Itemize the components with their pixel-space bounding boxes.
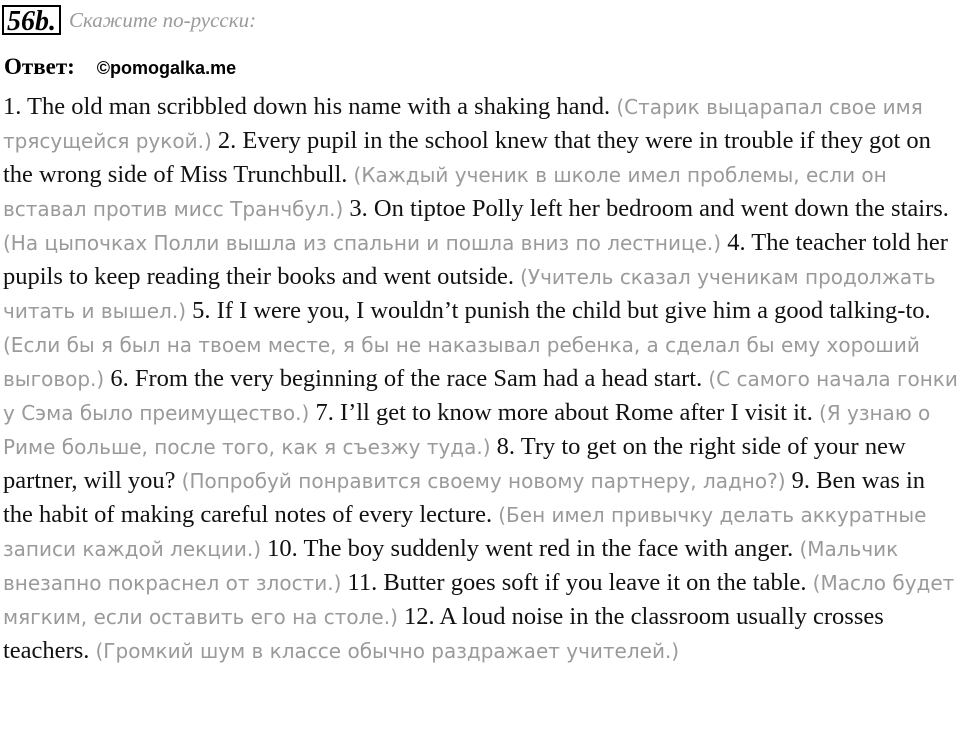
- item-english: 12. A loud noise in the classroom usually crosses teachers.: [3, 603, 884, 664]
- answer-label: Ответ:: [4, 54, 75, 79]
- item-english: 11. Butter goes soft if you leave it on the table.: [347, 569, 807, 596]
- item-english: 8. Try to get on the right side of your new partner, will you?: [3, 433, 906, 494]
- item-russian: (Я узнаю о Риме больше, после того, как я съезжу туда.): [3, 401, 931, 459]
- item-russian: (На цыпочках Полли вышла из спальни и пошла вниз по лестнице.): [3, 231, 722, 255]
- item-english: 3. On tiptoe Polly left her bedroom and went down the stairs.: [349, 195, 949, 222]
- item-russian: (Громкий шум в классе обычно раздражает учителей.): [95, 639, 680, 663]
- item-english: 6. From the very beginning of the race Sam had a head start.: [110, 365, 703, 392]
- watermark: ©pomogalka.me: [96, 58, 237, 78]
- exercise-header: [2, 2, 256, 38]
- item-russian: (Учитель сказал ученикам продолжать читать и вышел.): [3, 265, 936, 323]
- item-russian: (С самого начала гонки у Сэма было преимущество.): [3, 367, 958, 425]
- answer-header: [4, 54, 236, 80]
- item-english: 9. Ben was in the habit of making careful notes of every lecture.: [3, 467, 926, 528]
- item-english: 4. The teacher told her pupils to keep reading their books and went outside.: [3, 229, 948, 290]
- exercise-number: 56b.: [2, 5, 61, 35]
- task-instruction: Скажите по-русски:: [69, 7, 257, 32]
- item-russian: (Старик выцарапал свое имя трясущейся рукой.): [3, 95, 923, 153]
- item-russian: (Попробуй понравится своему новому партнеру, ладно?): [181, 469, 786, 493]
- item-english: 10. The boy suddenly went red in the face with anger.: [267, 535, 794, 562]
- item-russian: (Если бы я был на твоем месте, я бы не наказывал ребенка, а сделал бы ему хороший выговор.): [3, 333, 920, 391]
- item-russian: (Мальчик внезапно покраснел от злости.): [3, 537, 899, 595]
- item-english: 5. If I were you, I wouldn’t punish the child but give him a good talking-to.: [192, 297, 931, 324]
- item-english: 1. The old man scribbled down his name with a shaking hand.: [3, 93, 611, 120]
- item-english: 2. Every pupil in the school knew that they were in trouble if they got on the wrong side of Miss Trunchbull.: [3, 127, 931, 188]
- item-russian: (Каждый ученик в школе имел проблемы, если он вставал против мисс Транчбул.): [3, 163, 887, 221]
- answer-text: [3, 90, 959, 668]
- item-russian: (Бен имел привычку делать аккуратные записи каждой лекции.): [3, 503, 927, 561]
- item-russian: (Масло будет мягким, если оставить его на столе.): [3, 571, 955, 629]
- item-english: 7. I’ll get to know more about Rome after I visit it.: [315, 399, 813, 426]
